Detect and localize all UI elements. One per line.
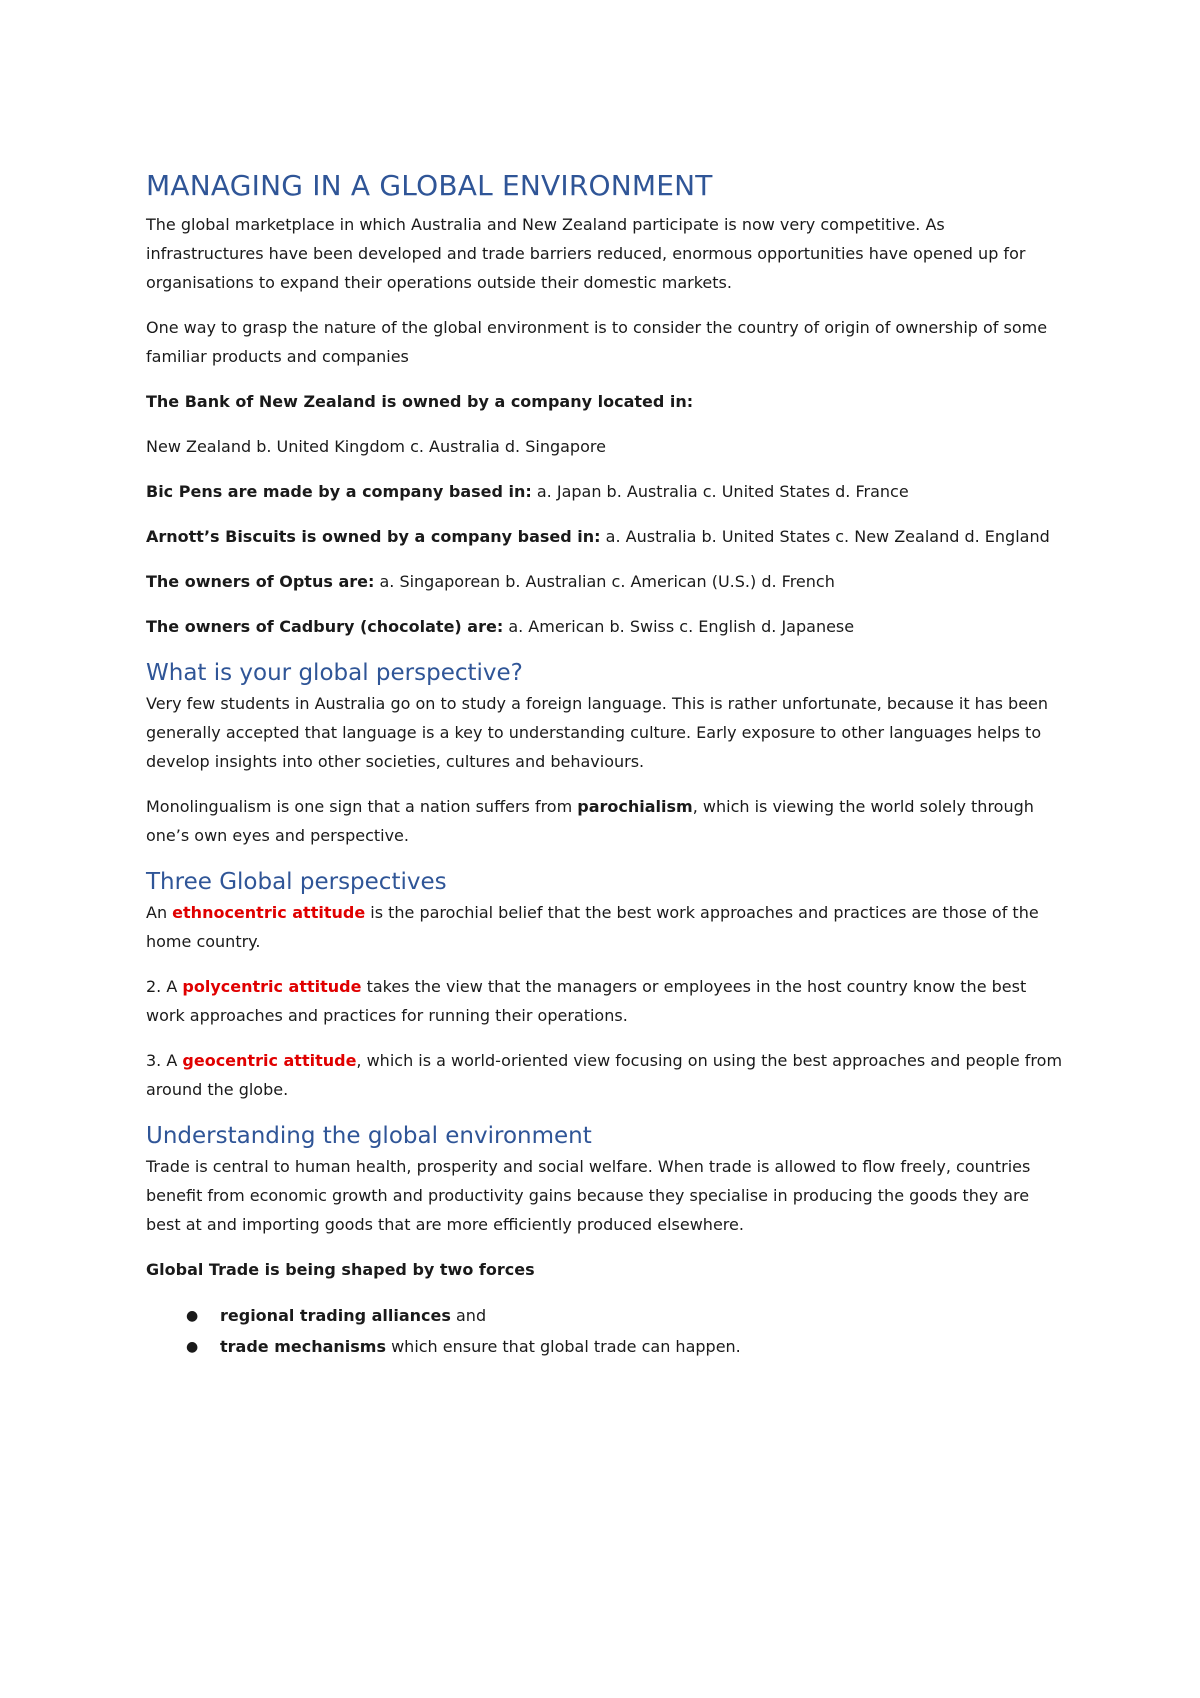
quiz-question-3 <box>146 522 1066 551</box>
polycentric-paragraph <box>146 972 1066 1030</box>
quiz-question-1 <box>146 387 1066 416</box>
quiz-question-2 <box>146 477 1066 506</box>
quiz-options-2: a. Japan b. Australia c. United States d. France <box>531 482 909 501</box>
polycentric-prefix: 2. A <box>146 977 183 996</box>
ethnocentric-paragraph <box>146 898 1066 956</box>
forces-heading-text: Global Trade is being shaped by two forces <box>146 1260 535 1279</box>
quiz-question-2-text: Bic Pens are made by a company based in: <box>146 482 532 501</box>
quiz-question-5-text: The owners of Cadbury (chocolate) are: <box>146 617 504 636</box>
quiz-question-1-text: The Bank of New Zealand is owned by a company located in: <box>146 392 694 411</box>
intro-paragraph: The global marketplace in which Australia and New Zealand participate is now very competitive. As infrastructures have been developed and trade barriers reduced, enormous opportunities have opened up for organisations to expand their operations outside their domestic markets. <box>146 215 1026 292</box>
quiz-question-3-text: Arnott’s Biscuits is owned by a company based in: <box>146 527 601 546</box>
quiz-options-4: a. Singaporean b. Australian c. American (U.S.) d. French <box>374 572 835 591</box>
intro-paragraph-2: One way to grasp the nature of the global environment is to consider the country of origin of ownership of some familiar products and companies <box>146 318 1048 366</box>
section-heading-three-perspectives: Three Global perspectives <box>146 869 447 895</box>
forces-heading <box>146 1255 1066 1284</box>
perspective-paragraph: Very few students in Australia go on to study a foreign language. This is rather unfortunate, because it has been generally accepted that language is a key to understanding culture. Early exposure to other languages helps to develop insights into other societies, cultures and behaviours. <box>146 694 1049 771</box>
list-item-text: which ensure that global trade can happen. <box>386 1337 741 1356</box>
quiz-question-4 <box>146 567 1066 596</box>
parochialism-text-before: Monolingualism is one sign that a nation suffers from <box>146 797 578 816</box>
quiz-options-3: a. Australia b. United States c. New Zealand d. England <box>600 527 1050 546</box>
page-title: MANAGING IN A GLOBAL ENVIRONMENT <box>146 169 713 202</box>
parochialism-paragraph <box>146 792 1066 850</box>
list-item <box>146 1331 1066 1362</box>
list-item-bold: regional trading alliances <box>220 1306 451 1325</box>
list-item-text: and <box>450 1306 487 1325</box>
polycentric-term: polycentric attitude <box>182 977 362 996</box>
geocentric-term: geocentric attitude <box>182 1051 357 1070</box>
section-heading-understanding: Understanding the global environment <box>146 1123 592 1149</box>
ethnocentric-term: ethnocentric attitude <box>172 903 366 922</box>
quiz-options-1: New Zealand b. United Kingdom c. Australia d. Singapore <box>146 437 606 456</box>
bullet-icon: ● <box>186 1308 199 1324</box>
forces-list <box>146 1300 1066 1362</box>
list-item <box>146 1300 1066 1331</box>
document-page <box>146 168 1066 1362</box>
parochialism-text-after: , which is viewing the world solely through one’s own eyes and perspective. <box>146 797 1034 845</box>
polycentric-text: takes the view that the managers or employees in the host country know the best work approaches and practices for running their operations. <box>146 977 1027 1025</box>
geocentric-text: , which is a world-oriented view focusing on using the best approaches and people from around the globe. <box>146 1051 1063 1099</box>
parochialism-term: parochialism <box>577 797 693 816</box>
geocentric-paragraph <box>146 1046 1066 1104</box>
geocentric-prefix: 3. A <box>146 1051 183 1070</box>
list-item-bold: trade mechanisms <box>220 1337 386 1356</box>
quiz-question-4-text: The owners of Optus are: <box>146 572 375 591</box>
bullet-icon: ● <box>186 1339 199 1355</box>
ethnocentric-prefix: An <box>146 903 173 922</box>
section-heading-perspective: What is your global perspective? <box>146 660 523 686</box>
ethnocentric-text: is the parochial belief that the best work approaches and practices are those of the home country. <box>146 903 1039 951</box>
quiz-options-5: a. American b. Swiss c. English d. Japanese <box>503 617 855 636</box>
trade-paragraph: Trade is central to human health, prosperity and social welfare. When trade is allowed to flow freely, countries benefit from economic growth and productivity gains because they specialise in producing the goods they are best at and importing goods that are more efficiently produced elsewhere. <box>146 1157 1031 1234</box>
quiz-question-5 <box>146 612 1066 641</box>
